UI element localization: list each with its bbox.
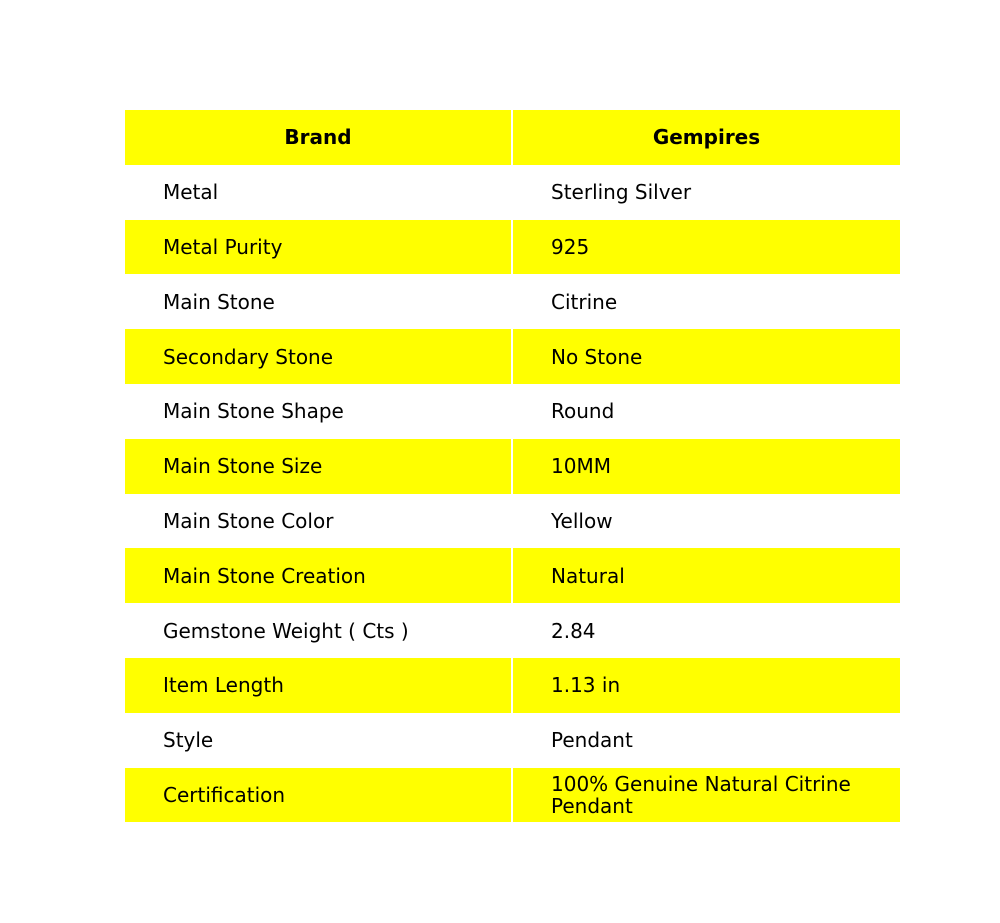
row-label: Main Stone Creation [125, 548, 512, 603]
row-label: Item Length [125, 658, 512, 713]
row-label: Main Stone Shape [125, 384, 512, 439]
row-label: Secondary Stone [125, 329, 512, 384]
row-label: Certification [125, 768, 512, 823]
row-value: No Stone [512, 329, 900, 384]
table-row [125, 603, 900, 658]
row-value: 10MM [512, 439, 900, 494]
table-row [125, 329, 900, 384]
row-value: 2.84 [551, 618, 596, 643]
row-label: Metal Purity [125, 220, 512, 275]
row-label: Style [125, 713, 512, 768]
row-value: Natural [512, 548, 900, 603]
row-value: Citrine [551, 289, 618, 314]
row-value: 925 [512, 220, 900, 275]
header-label-cell: Brand [125, 110, 512, 165]
table-row [125, 220, 900, 275]
table-row [125, 548, 900, 603]
row-label: Main Stone Size [125, 439, 512, 494]
table-row [125, 658, 900, 713]
table-row [125, 165, 900, 220]
table-header-row [125, 110, 900, 165]
product-spec-table [125, 110, 900, 822]
row-label: Gemstone Weight ( Cts ) [125, 603, 512, 658]
table-row [125, 768, 900, 823]
row-value: 100% Genuine Natural Citrine Pendant [512, 768, 900, 823]
row-label: Main Stone [125, 274, 512, 329]
row-value: Yellow [551, 508, 613, 533]
row-value: 1.13 in [512, 658, 900, 713]
table-row [125, 439, 900, 494]
row-label: Main Stone Color [125, 494, 512, 549]
table-row [125, 384, 900, 439]
row-label: Metal [125, 165, 512, 220]
table-row [125, 274, 900, 329]
table-row [125, 713, 900, 768]
row-value: Round [551, 399, 615, 424]
row-value: Sterling Silver [551, 180, 692, 205]
row-value: Pendant [551, 728, 633, 753]
table-row [125, 494, 900, 549]
header-value-cell: Gempires [512, 110, 900, 165]
